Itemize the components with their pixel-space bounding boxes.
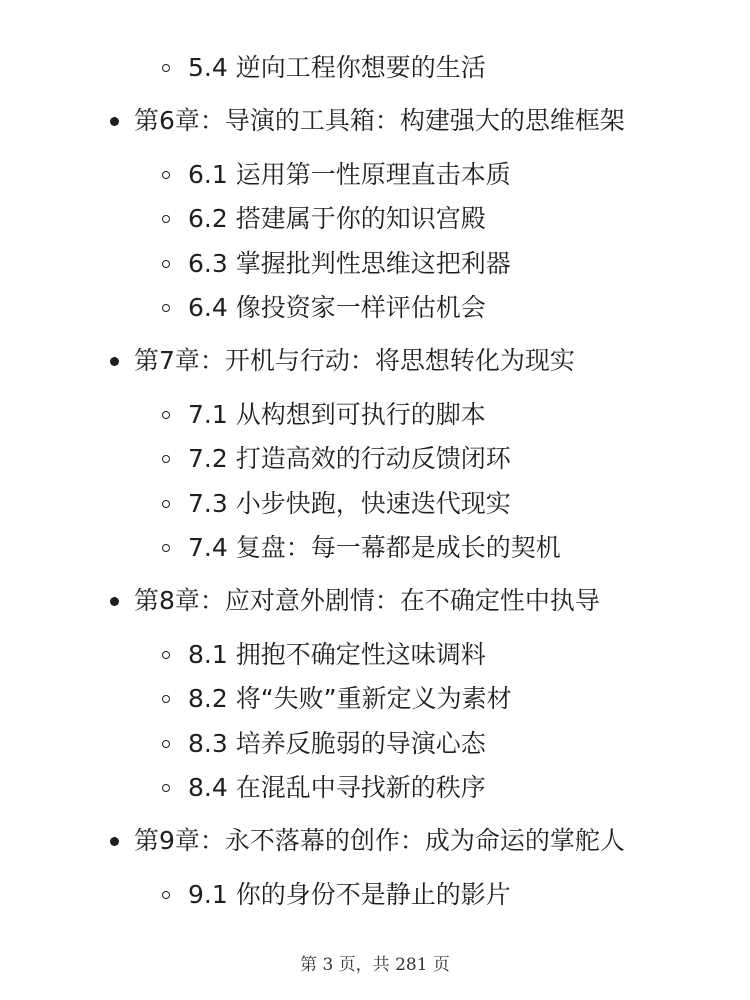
toc-section-item — [0, 288, 750, 333]
toc-section-item — [0, 48, 750, 93]
toc-section-label: 8.2 将“失败”重新定义为素材 — [188, 684, 512, 713]
toc-section-label: 8.3 培养反脆弱的导演心态 — [188, 728, 486, 758]
toc-section-label: 5.4 逆向工程你想要的生活 — [188, 53, 486, 82]
hollow-circle-bullet-icon — [162, 260, 170, 268]
toc-section-label: 6.2 搭建属于你的知识宫殿 — [188, 204, 486, 233]
toc-section-item — [0, 528, 750, 573]
toc-section-label: 6.1 运用第一性原理直击本质 — [188, 159, 511, 189]
hollow-circle-bullet-icon — [162, 740, 170, 748]
toc-section-item — [0, 155, 750, 200]
toc-section-item — [0, 395, 750, 440]
toc-chapter-label: 第8章：应对意外剧情：在不确定性中执导 — [134, 585, 600, 615]
filled-circle-bullet-icon — [110, 597, 119, 606]
toc-chapter-label: 第9章：永不落幕的创作：成为命运的掌舵人 — [134, 825, 625, 855]
toc-section-label: 8.4 在混乱中寻找新的秩序 — [188, 773, 486, 802]
toc-section-item — [0, 679, 750, 724]
toc-chapter-item — [0, 337, 750, 387]
hollow-circle-bullet-icon — [162, 695, 170, 703]
toc-section-item — [0, 768, 750, 813]
hollow-circle-bullet-icon — [162, 215, 170, 223]
filled-circle-bullet-icon — [110, 837, 119, 846]
hollow-circle-bullet-icon — [162, 64, 170, 72]
toc-chapter-item — [0, 577, 750, 627]
page-number-footer: 第 3 页，共 281 页 — [300, 955, 450, 975]
hollow-circle-bullet-icon — [162, 411, 170, 419]
toc-chapter-label: 第7章：开机与行动：将思想转化为现实 — [134, 345, 575, 375]
toc-section-label: 6.3 掌握批判性思维这把利器 — [188, 248, 511, 278]
toc-section-label: 7.4 复盘：每一幕都是成长的契机 — [188, 533, 561, 562]
toc-section-label: 7.3 小步快跑，快速迭代现实 — [188, 488, 511, 518]
toc-section-item — [0, 724, 750, 769]
toc-section-item — [0, 439, 750, 484]
toc-section-item — [0, 244, 750, 289]
hollow-circle-bullet-icon — [162, 891, 170, 899]
filled-circle-bullet-icon — [110, 117, 119, 126]
toc-chapter-item — [0, 97, 750, 147]
hollow-circle-bullet-icon — [162, 171, 170, 179]
toc-section-label: 7.2 打造高效的行动反馈闭环 — [188, 444, 511, 473]
toc-section-item — [0, 484, 750, 529]
toc-chapter-item — [0, 817, 750, 867]
hollow-circle-bullet-icon — [162, 544, 170, 552]
hollow-circle-bullet-icon — [162, 784, 170, 792]
toc-section-label: 7.1 从构想到可执行的脚本 — [188, 399, 486, 429]
hollow-circle-bullet-icon — [162, 455, 170, 463]
toc-section-label: 6.4 像投资家一样评估机会 — [188, 293, 486, 322]
toc-section-label: 9.1 你的身份不是静止的影片 — [188, 879, 511, 909]
toc-section-item — [0, 875, 750, 920]
toc-section-item — [0, 635, 750, 680]
hollow-circle-bullet-icon — [162, 500, 170, 508]
toc-section-label: 8.1 拥抱不确定性这味调料 — [188, 639, 486, 669]
table-of-contents — [0, 48, 750, 919]
filled-circle-bullet-icon — [110, 357, 119, 366]
hollow-circle-bullet-icon — [162, 304, 170, 312]
toc-section-item — [0, 199, 750, 244]
hollow-circle-bullet-icon — [162, 651, 170, 659]
toc-chapter-label: 第6章：导演的工具箱：构建强大的思维框架 — [134, 105, 625, 135]
